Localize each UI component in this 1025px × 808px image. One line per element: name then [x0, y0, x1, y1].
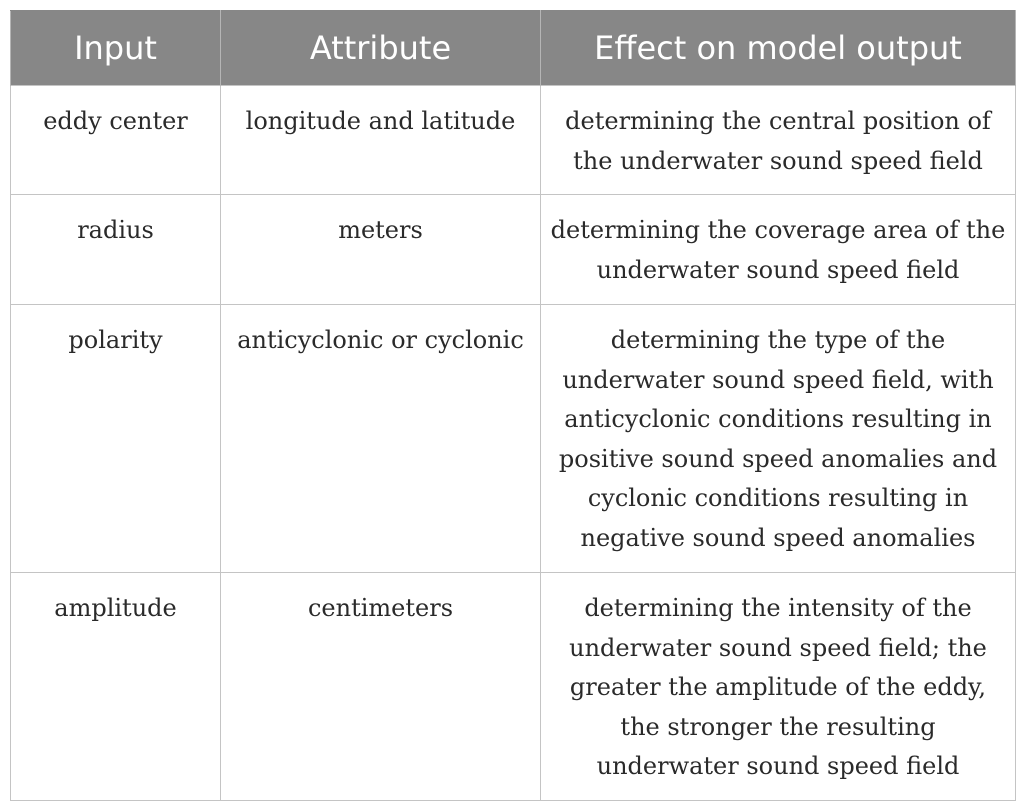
eddy-parameters-table — [10, 10, 1016, 801]
cell-attribute: longitude and latitude — [221, 86, 541, 195]
cell-effect: determining the coverage area of the underwater sound speed field — [541, 195, 1016, 305]
table-body — [11, 86, 1016, 801]
cell-attribute: centimeters — [221, 573, 541, 801]
table-header — [11, 11, 1016, 86]
cell-attribute: meters — [221, 195, 541, 305]
cell-effect: determining the central position of the underwater sound speed field — [541, 86, 1016, 195]
header-effect: Effect on model output — [541, 11, 1016, 86]
cell-attribute: anticyclonic or cyclonic — [221, 305, 541, 573]
header-row — [11, 11, 1016, 86]
cell-input: eddy center — [11, 86, 221, 195]
table-row — [11, 195, 1016, 305]
cell-effect: determining the intensity of the underwater sound speed field; the greater the amplitude of the eddy, the stronger the resulting underwater sound speed field — [541, 573, 1016, 801]
data-table-container — [10, 10, 1015, 801]
table-row — [11, 86, 1016, 195]
table-row — [11, 305, 1016, 573]
header-input: Input — [11, 11, 221, 86]
cell-input: amplitude — [11, 573, 221, 801]
cell-input: polarity — [11, 305, 221, 573]
cell-effect: determining the type of the underwater sound speed field, with anticyclonic conditions resulting in positive sound speed anomalies and cyclonic conditions resulting in negative sound speed anomalies — [541, 305, 1016, 573]
header-attribute: Attribute — [221, 11, 541, 86]
table-row — [11, 573, 1016, 801]
cell-input: radius — [11, 195, 221, 305]
